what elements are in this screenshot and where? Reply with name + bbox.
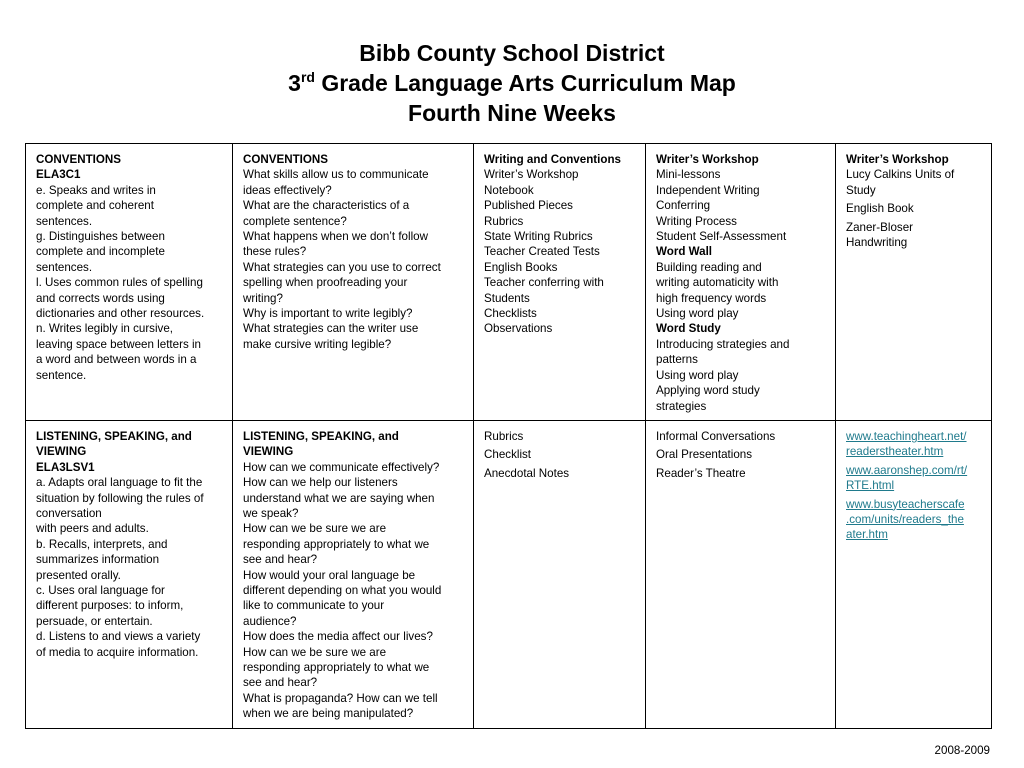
cell-line: when we are being manipulated? [243,707,414,721]
cell-line: Students [484,291,530,305]
footer-year: 2008-2009 [934,744,990,757]
cell-line: different purposes: to inform, [36,599,184,613]
resource-link[interactable]: www.aaronshep.com/rt/ [846,463,968,477]
cell-line: complete and coherent [36,199,154,213]
cell-line: Reader’s Theatre [656,466,746,480]
cell-heading: CONVENTIONS [243,153,329,166]
cell-line: we speak? [243,506,299,520]
cell-line: persuade, or entertain. [36,614,153,628]
document-title [0,38,1024,128]
cell-heading: VIEWING [36,445,87,459]
cell-line: dictionaries and other resources. [36,307,205,321]
cell-line: State Writing Rubrics [484,230,593,244]
cell-line: How can we be sure we are [243,645,387,659]
cell-line: Notebook [484,183,534,197]
cell-line: Building reading and [656,260,762,274]
resource-link[interactable]: .com/units/readers_the [846,512,964,526]
cell-line: patterns [656,353,698,367]
cell-line: responding appropriately to what we [243,661,430,674]
cell-line: presented orally. [36,568,121,582]
assessments-cell [474,420,646,728]
cell-line: How would your oral language be [243,568,416,582]
resource-link[interactable]: www.teachingheart.net/ [846,429,967,443]
cell-line: of media to acquire information. [36,645,199,659]
cell-line: Mini-lessons [656,168,721,182]
cell-line: What strategies can you use to correct [243,260,441,274]
resources-cell [836,144,992,421]
resource-link[interactable]: readerstheater.htm [846,445,944,459]
cell-line: d. Listens to and views a variety [36,630,201,644]
cell-line: sentences. [36,260,93,274]
essential-questions-cell [233,420,474,728]
cell-heading: ELA3LSV1 [36,460,95,474]
cell-line: leaving space between letters in [36,337,201,351]
cell-line: writing automaticity with [656,276,779,290]
cell-line: Writing Process [656,214,737,228]
cell-line: Lucy Calkins Units of [846,168,955,182]
cell-line: ideas effectively? [243,183,332,197]
assessments-cell [474,144,646,421]
cell-line: Anecdotal Notes [484,466,570,480]
cell-line: What is propaganda? How can we tell [243,691,438,705]
cell-line: Study [846,183,876,197]
cell-line: What skills allow us to communicate [243,168,429,182]
cell-line: Informal Conversations [656,429,776,443]
cell-line: audience? [243,614,297,628]
cell-line: What are the characteristics of a [243,199,410,213]
standards-cell [26,144,233,421]
resource-link[interactable]: ater.htm [846,528,888,542]
cell-heading: Word Wall [656,245,713,259]
cell-heading: Writing and Conventions [484,153,621,166]
cell-line: Checklist [484,448,532,462]
cell-line: responding appropriately to what we [243,537,430,551]
cell-line: How can we be sure we are [243,522,387,536]
cell-heading: Word Study [656,322,721,336]
cell-line: Oral Presentations [656,448,753,462]
resources-cell [836,420,992,728]
curriculum-map-body [26,144,992,729]
cell-line: complete sentence? [243,214,347,228]
cell-heading: LISTENING, SPEAKING, and [243,429,399,443]
cell-line: spelling when proofreading your [243,276,408,290]
cell-line: b. Recalls, interprets, and [36,537,168,551]
cell-line: Published Pieces [484,199,573,213]
cell-line: make cursive writing legible? [243,337,392,351]
cell-line: How can we help our listeners [243,476,398,490]
cell-line: What strategies can the writer use [243,322,419,336]
cell-line: summarizes information [36,553,160,567]
cell-line: Teacher Created Tests [484,245,600,259]
cell-line: strategies [656,399,707,413]
cell-line: Why is important to write legibly? [243,307,413,321]
cell-line: understand what we are saying when [243,491,435,505]
cell-heading: Writer’s Workshop [846,153,949,166]
cell-line: and corrects words using [36,291,165,305]
cell-line: sentences. [36,214,93,228]
resource-link[interactable]: www.busyteacherscafe [846,497,965,511]
cell-line: Rubrics [484,214,524,228]
cell-line: Rubrics [484,429,524,443]
cell-line: a word and between words in a [36,353,197,367]
cell-line: Writer’s Workshop [484,168,579,182]
strategies-cell [646,420,836,728]
cell-line: a. Adapts oral language to fit the [36,476,203,490]
cell-line: n. Writes legibly in cursive, [36,322,174,336]
cell-line: see and hear? [243,553,318,567]
cell-line: see and hear? [243,676,318,690]
resource-link[interactable]: RTE.html [846,479,895,493]
cell-line: like to communicate to your [243,599,385,613]
cell-line: Conferring [656,199,711,213]
cell-line: Checklists [484,307,537,321]
title-curriculum-text: Grade Language Arts Curriculum Map [314,70,736,96]
essential-questions-cell [233,144,474,421]
cell-line: How does the media affect our lives? [243,630,433,644]
cell-line: sentence. [36,368,87,382]
cell-line: c. Uses oral language for [36,583,165,597]
cell-line: How can we communicate effectively? [243,460,440,474]
cell-line: writing? [243,291,283,305]
cell-line: complete and incomplete [36,245,165,259]
strategies-cell [646,144,836,421]
cell-line: conversation [36,506,102,520]
title-district: Bibb County School District [359,40,665,66]
curriculum-row [26,144,992,421]
cell-line: English Books [484,260,558,274]
title-grade-suffix: rd [300,69,315,85]
cell-line: e. Speaks and writes in [36,183,156,197]
standards-cell [26,420,233,728]
cell-line: Student Self-Assessment [656,230,787,244]
cell-line: Independent Writing [656,183,760,197]
cell-line: high frequency words [656,291,767,305]
curriculum-map-table [25,143,992,729]
cell-line: Introducing strategies and [656,337,790,351]
title-curriculum [0,68,1024,98]
cell-heading: CONVENTIONS [36,153,122,166]
cell-line: Applying word study [656,384,760,398]
title-period: Fourth Nine Weeks [408,100,616,126]
cell-line: these rules? [243,245,307,259]
cell-line: with peers and adults. [36,522,149,536]
cell-line: situation by following the rules of [36,491,204,505]
cell-line: Using word play [656,368,739,382]
cell-line: Teacher conferring with [484,276,604,290]
curriculum-row [26,420,992,728]
title-grade-number: 3 [288,70,301,96]
cell-heading: Writer’s Workshop [656,153,759,166]
cell-line: What happens when we don’t follow [243,230,428,244]
cell-line: Zaner-Bloser [846,220,914,234]
cell-line: Observations [484,322,553,336]
cell-heading: LISTENING, SPEAKING, and [36,429,192,443]
cell-line: Using word play [656,307,739,321]
cell-line: Handwriting [846,236,908,250]
cell-line: different depending on what you would [243,583,442,597]
cell-line: English Book [846,202,914,216]
cell-heading: ELA3C1 [36,168,81,182]
cell-line: l. Uses common rules of spelling [36,276,203,290]
cell-line: g. Distinguishes between [36,230,165,244]
cell-heading: VIEWING [243,445,294,459]
